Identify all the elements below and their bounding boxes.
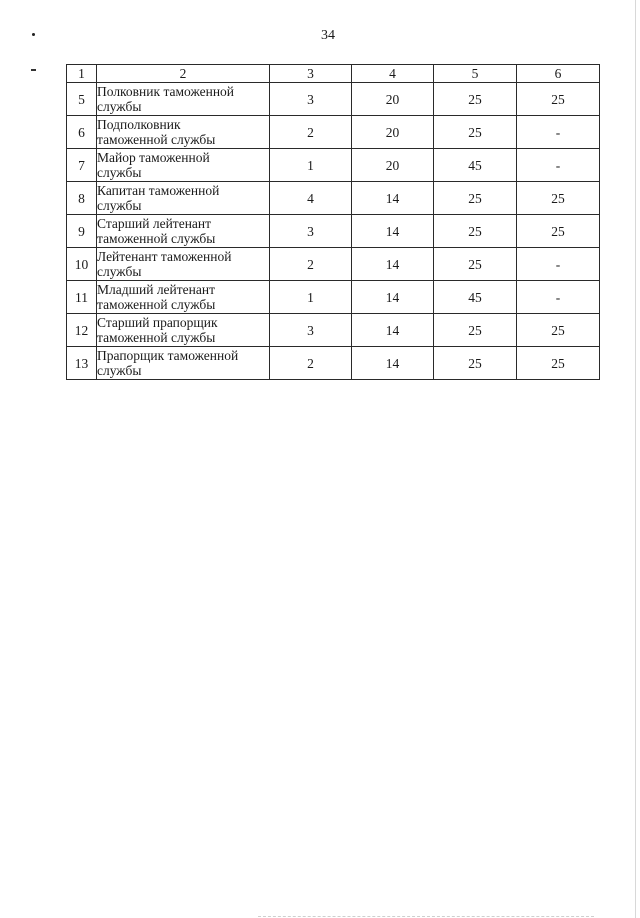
rank-name-line: Младший лейтенант bbox=[97, 282, 216, 297]
rank-name-line: Старший лейтенант bbox=[97, 216, 212, 231]
value-cell-c3: 2 bbox=[270, 248, 352, 281]
value-cell-c3: 2 bbox=[270, 347, 352, 380]
value-cell-c6: - bbox=[517, 116, 600, 149]
column-header: 4 bbox=[352, 65, 434, 83]
value-cell-c6: 25 bbox=[517, 347, 600, 380]
value-cell-c6: 25 bbox=[517, 215, 600, 248]
column-header: 5 bbox=[434, 65, 517, 83]
rank-name-line: таможенной службы bbox=[97, 297, 216, 312]
rank-name-line: Лейтенант таможенной bbox=[97, 249, 232, 264]
value-cell-c3: 3 bbox=[270, 314, 352, 347]
column-header: 3 bbox=[270, 65, 352, 83]
value-cell-c3: 4 bbox=[270, 182, 352, 215]
rank-name-line: таможенной службы bbox=[97, 330, 216, 345]
rank-name-line: Старший прапорщик bbox=[97, 315, 218, 330]
value-cell-c3: 3 bbox=[270, 83, 352, 116]
table-header-row bbox=[67, 65, 600, 83]
rank-name-line: Прапорщик таможенной bbox=[97, 348, 239, 363]
column-header: 2 bbox=[97, 65, 270, 83]
rank-name bbox=[97, 149, 270, 182]
value-cell-c4: 14 bbox=[352, 314, 434, 347]
rank-name bbox=[97, 83, 270, 116]
page-number: 34 bbox=[321, 28, 335, 43]
value-cell-c5: 25 bbox=[434, 248, 517, 281]
rank-name-line: Полковник таможенной bbox=[97, 84, 235, 99]
value-cell-c5: 25 bbox=[434, 116, 517, 149]
value-cell-c5: 25 bbox=[434, 314, 517, 347]
rank-name-line: службы bbox=[97, 165, 142, 180]
value-cell-c6: - bbox=[517, 149, 600, 182]
rank-name bbox=[97, 281, 270, 314]
rank-name-line: Капитан таможенной bbox=[97, 183, 220, 198]
rank-name-line: таможенной службы bbox=[97, 132, 216, 147]
table-row bbox=[67, 347, 600, 380]
scan-edge-bottom bbox=[258, 916, 594, 917]
row-number: 13 bbox=[67, 347, 97, 380]
table-row bbox=[67, 314, 600, 347]
rank-name bbox=[97, 182, 270, 215]
table-row bbox=[67, 149, 600, 182]
rank-table bbox=[66, 64, 600, 380]
value-cell-c4: 20 bbox=[352, 116, 434, 149]
value-cell-c5: 25 bbox=[434, 83, 517, 116]
rank-name bbox=[97, 116, 270, 149]
row-number: 6 bbox=[67, 116, 97, 149]
rank-name-line: службы bbox=[97, 198, 142, 213]
value-cell-c5: 45 bbox=[434, 281, 517, 314]
table-row bbox=[67, 248, 600, 281]
rank-name-line: службы bbox=[97, 363, 142, 378]
table-row bbox=[67, 83, 600, 116]
value-cell-c4: 14 bbox=[352, 281, 434, 314]
table-row bbox=[67, 116, 600, 149]
table-row bbox=[67, 215, 600, 248]
row-number: 11 bbox=[67, 281, 97, 314]
value-cell-c6: 25 bbox=[517, 182, 600, 215]
value-cell-c6: - bbox=[517, 281, 600, 314]
value-cell-c3: 1 bbox=[270, 281, 352, 314]
value-cell-c3: 1 bbox=[270, 149, 352, 182]
value-cell-c5: 25 bbox=[434, 182, 517, 215]
rank-name bbox=[97, 347, 270, 380]
scan-mark-dash bbox=[31, 69, 36, 71]
value-cell-c5: 45 bbox=[434, 149, 517, 182]
value-cell-c6: 25 bbox=[517, 83, 600, 116]
value-cell-c4: 14 bbox=[352, 182, 434, 215]
column-header: 1 bbox=[67, 65, 97, 83]
value-cell-c3: 3 bbox=[270, 215, 352, 248]
rank-name-line: таможенной службы bbox=[97, 231, 216, 246]
row-number: 7 bbox=[67, 149, 97, 182]
value-cell-c6: - bbox=[517, 248, 600, 281]
rank-name-line: Майор таможенной bbox=[97, 150, 210, 165]
row-number: 9 bbox=[67, 215, 97, 248]
value-cell-c6: 25 bbox=[517, 314, 600, 347]
value-cell-c4: 20 bbox=[352, 83, 434, 116]
value-cell-c3: 2 bbox=[270, 116, 352, 149]
value-cell-c4: 20 bbox=[352, 149, 434, 182]
column-header: 6 bbox=[517, 65, 600, 83]
rank-name-line: службы bbox=[97, 99, 142, 114]
scan-edge-right bbox=[635, 0, 640, 918]
rank-name-line: службы bbox=[97, 264, 142, 279]
value-cell-c5: 25 bbox=[434, 215, 517, 248]
value-cell-c5: 25 bbox=[434, 347, 517, 380]
table-row bbox=[67, 281, 600, 314]
rank-name bbox=[97, 215, 270, 248]
rank-name bbox=[97, 314, 270, 347]
table-row bbox=[67, 182, 600, 215]
rank-name-line: Подполковник bbox=[97, 117, 181, 132]
row-number: 10 bbox=[67, 248, 97, 281]
value-cell-c4: 14 bbox=[352, 248, 434, 281]
value-cell-c4: 14 bbox=[352, 347, 434, 380]
row-number: 12 bbox=[67, 314, 97, 347]
value-cell-c4: 14 bbox=[352, 215, 434, 248]
row-number: 8 bbox=[67, 182, 97, 215]
rank-name bbox=[97, 248, 270, 281]
row-number: 5 bbox=[67, 83, 97, 116]
